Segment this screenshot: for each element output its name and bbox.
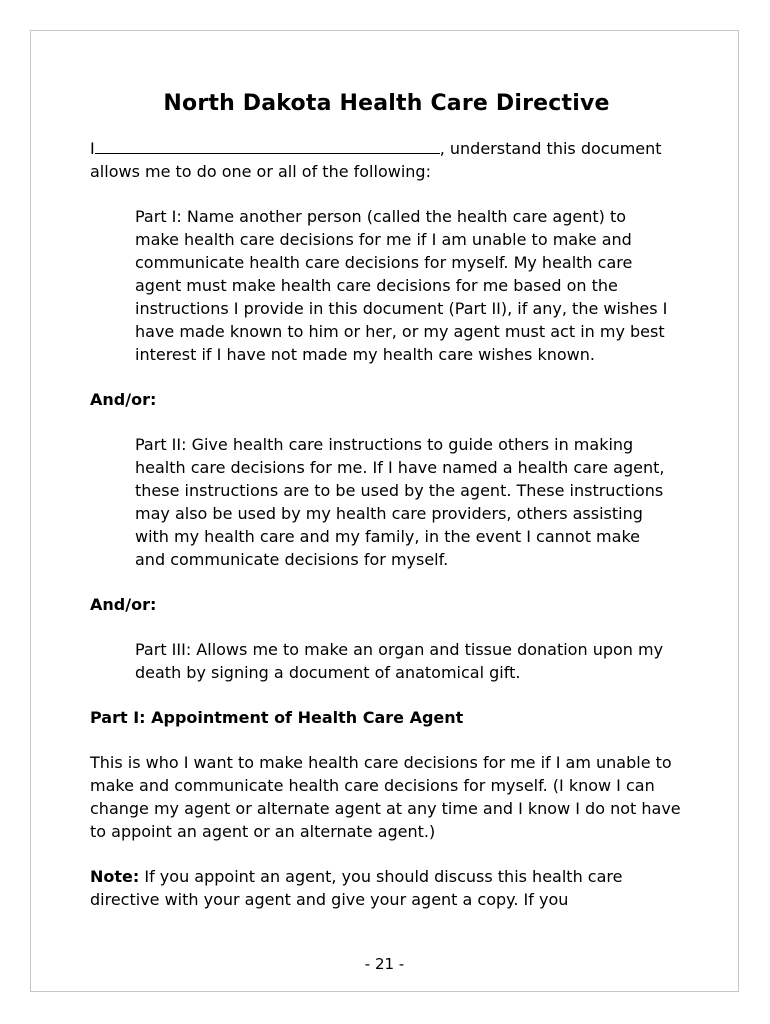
document-page bbox=[30, 30, 739, 992]
intro-prefix: I bbox=[90, 139, 95, 158]
name-blank-line[interactable] bbox=[95, 139, 440, 154]
page-number: - 21 - bbox=[364, 955, 405, 973]
note-text: If you appoint an agent, you should discuss this health care directive with your agent and give your agent a copy. If you bbox=[90, 867, 623, 909]
appointment-body-paragraph: This is who I want to make health care decisions for me if I am unable to make and communicate health care decisions for myself. (I know I can change my agent or alternate agent at any time and I know I do not have to appoint an agent or an alternate agent.) bbox=[90, 753, 681, 841]
section-heading-part1-appointment: Part I: Appointment of Health Care Agent bbox=[90, 708, 464, 727]
part3-summary-paragraph: Part III: Allows me to make an organ and tissue donation upon my death by signing a document of anatomical gift. bbox=[135, 640, 664, 682]
andor-connector-2: And/or: bbox=[90, 595, 157, 614]
part2-summary-paragraph: Part II: Give health care instructions to guide others in making health care decisions for me. If I have named a health care agent, these instructions are to be used by the agent. These instructions may also be used by my health care providers, others assisting with my health care and my family, in the event I cannot make and communicate decisions for myself. bbox=[135, 435, 665, 569]
note-paragraph bbox=[90, 865, 683, 911]
intro-paragraph bbox=[90, 137, 683, 183]
andor-connector-1: And/or: bbox=[90, 390, 157, 409]
intro-suffix: , understand this document allows me to do one or all of the following: bbox=[90, 139, 662, 181]
part1-summary-paragraph: Part I: Name another person (called the health care agent) to make health care decisions for me if I am unable to make and communicate health care decisions for myself. My health care agent must make health care decisions for me based on the instructions I provide in this document (Part II), if any, the wishes I have made known to him or her, or my agent must act in my best interest if I have not made my health care wishes known. bbox=[135, 207, 668, 364]
note-label: Note: bbox=[90, 867, 140, 886]
document-title: North Dakota Health Care Directive bbox=[163, 91, 610, 116]
